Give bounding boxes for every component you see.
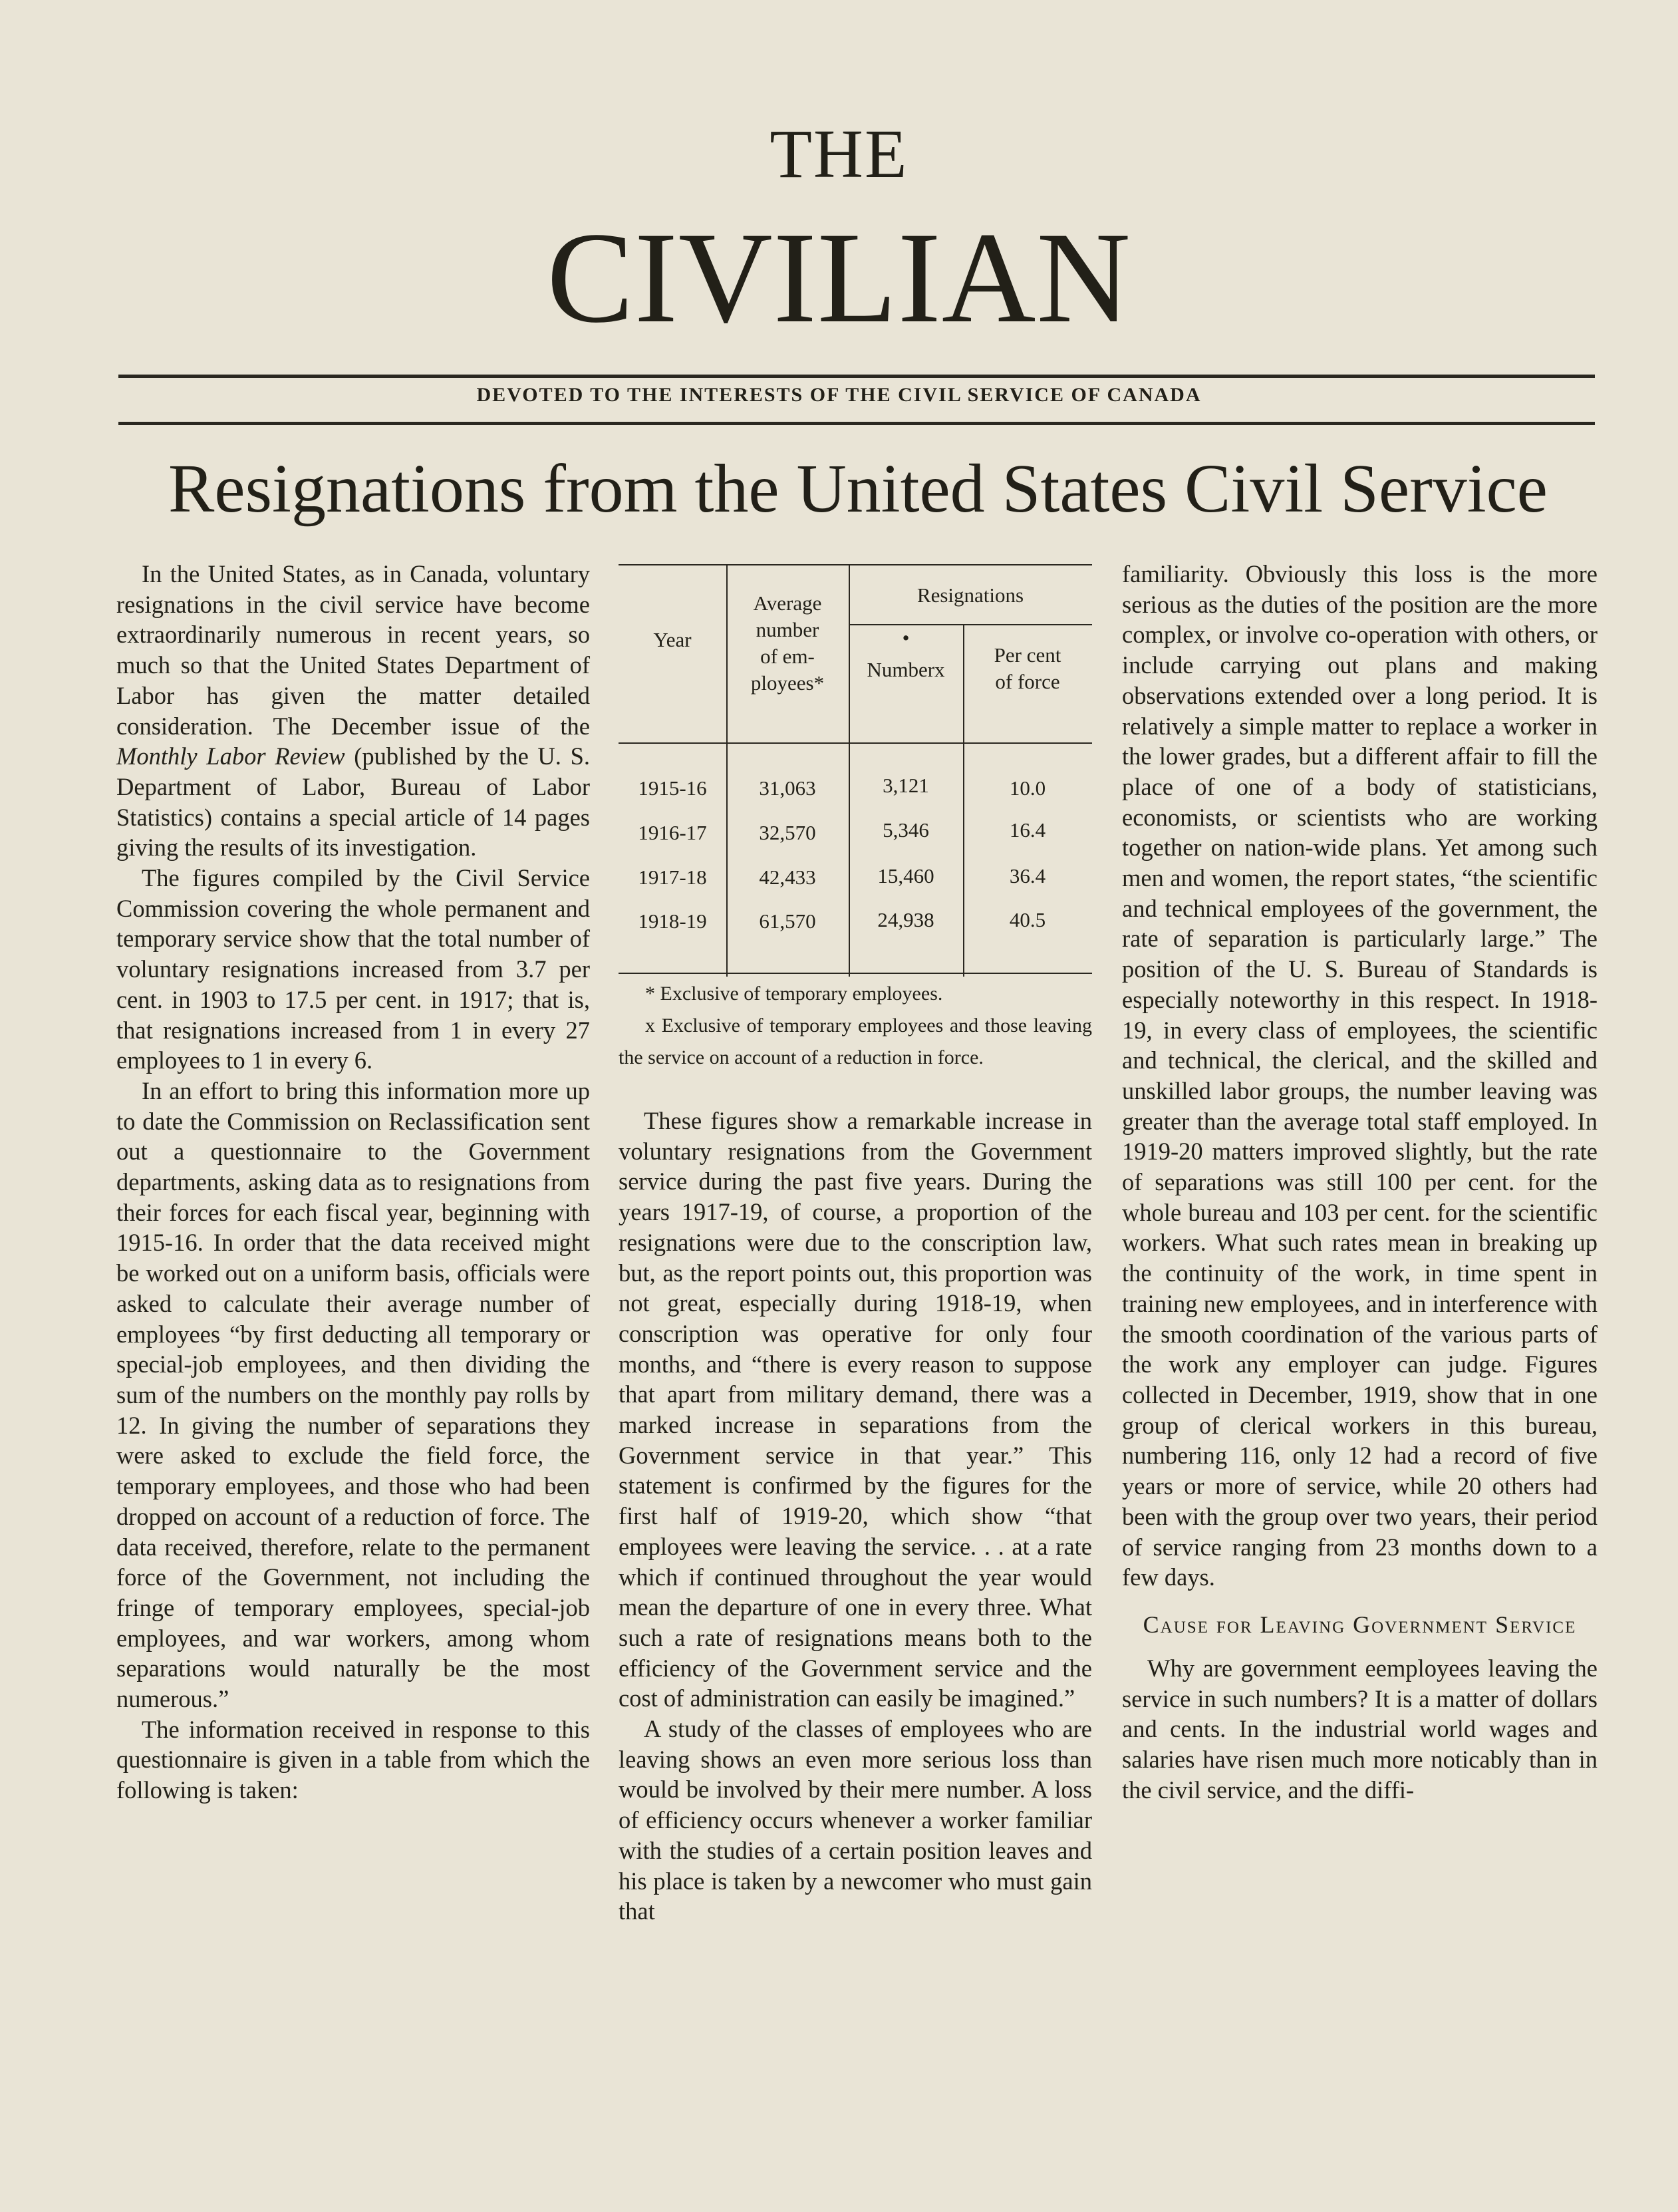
paragraph: These figures show a remarkable increase in voluntary resignations from the Government service during the past five years. During the years 1917-19, of course, a proportion of the resignations were due to the conscription law, but, as the report points out, this proportion was not great, especially during 1918-19, when conscription was operative for only four months, and “there is every reason to suppose that apart from military demand, there was a marked increase in separations from the Government service in that year.” This statement is confirmed by the figures for the first half of 1919-20, which show “that employees were leaving the service. . . at a rate which if continued throughout the year would mean the departure of one in every three. What such a rate of resignations means both to the efficiency of the Government service and the cost of administration can easily be imagined.” xyxy=(619,1107,1092,1712)
header-average-4: ployees* xyxy=(750,671,825,695)
masthead-the: THE xyxy=(769,116,909,192)
column-3 xyxy=(1122,559,1598,1805)
paragraph: Why are government eemployees leaving the service in such numbers? It is a matter of dollars and cents. In the industrial world wages and salaries have risen much more noticably than in the civil service, and the diffi- xyxy=(1122,1654,1598,1804)
cell-average: 42,433 xyxy=(759,866,816,889)
cell-year: 1917-18 xyxy=(638,866,707,889)
header-resignations: Resignations xyxy=(916,583,1024,607)
cell-number: 15,460 xyxy=(877,864,934,887)
cell-average: 31,063 xyxy=(759,776,816,800)
paragraph: The information received in response to this questionnaire is given in a table from which the following is taken: xyxy=(116,1715,590,1804)
paragraph: A study of the classes of employees who are leaving shows an even more serious loss than would be involved by their mere number. A loss of efficiency occurs whenever a worker familiar with the studies of a certain position leaves and his place is taken by a newcomer who must gain that xyxy=(619,1715,1092,1925)
article-headline: Resignations from the United States Civil Service xyxy=(168,450,1548,527)
cell-year: 1915-16 xyxy=(638,776,707,800)
column-2 xyxy=(619,1106,1092,1927)
cell-number: 5,346 xyxy=(883,818,929,842)
masthead-rule-bottom xyxy=(118,422,1595,425)
cell-percent: 36.4 xyxy=(1009,864,1046,887)
masthead-tagline: DEVOTED TO THE INTERESTS OF THE CIVIL SERVICE OF CANADA xyxy=(476,384,1202,406)
footnote: x Exclusive of temporary employees and those leaving the service on account of a reduction in force. xyxy=(619,1015,1092,1068)
header-average-3: of em- xyxy=(760,645,815,668)
paragraph: In the United States, as in Canada, voluntary resignations in the civil service have become extraordinarily numerous in recent years, so much so that the United States Department of Labor has given the matter detailed consideration. The December issue of the Monthly Labor Review (published by the U. S. Department of Labor, Bureau of Labor Statistics) contains a special article of 14 pages giving the results of its investigation. xyxy=(116,560,591,862)
table-footnotes xyxy=(619,978,1092,1074)
column-1 xyxy=(116,559,590,1806)
paragraph: In an effort to bring this information more up to date the Commission on Reclassification sent out a questionnaire to the Government departments, asking data as to resignations from their forces for each fiscal year, beginning with 1915-16. In order that the data received might be worked out on a uniform basis, officials were asked to calculate their average number of employees “by first deducting all temporary or special-job employees, and then dividing the sum of the numbers on the monthly pay rolls by 12. In giving the number of separations they were asked to exclude the field force, the temporary employees, and those who had been dropped on account of a reduction of force. The data received, therefore, relate to the permanent force of the Government, not including the fringe of temporary employees, special-job employees, and war workers, among whom separations would naturally be the most numerous.” xyxy=(116,1076,590,1713)
publication-title: Monthly Labor Review xyxy=(116,742,345,770)
cell-percent: 10.0 xyxy=(1009,776,1046,800)
cell-year: 1916-17 xyxy=(638,821,707,844)
masthead-title: CIVILIAN xyxy=(547,206,1131,350)
paragraph: The figures compiled by the Civil Service Commission covering the whole permanent and temporary service show that the total number of voluntary resignations increased from 3.7 per cent. in 1903 to 17.5 per cent. in 1917; that is, that resignations increased from 1 in every 27 employees to 1 in every 6. xyxy=(116,864,590,1074)
header-percent-2: of force xyxy=(995,670,1060,693)
masthead-rule-top xyxy=(118,375,1595,378)
paragraph: familiarity. Obviously this loss is the more serious as the duties of the position are the more complex, or involve co-operation with others, or include carrying out plans and making observations extended over a long period. It is relatively a simple matter to replace a worker in the lower grades, but a different affair to fill the place of one of a body of statisticians, economists, or scientists who are working together on nation-wide plans. Yet among such men and women, the report states, “the scientific and technical employees of the government, the rate of separation is particularly large.” The position of the U. S. Bureau of Standards is especially noteworthy in this respect. In 1918-19, in every class of employees, the scientific and technical, the clerical, and the skilled and unskilled labor groups, the number leaving was greater than the average total staff employed. In 1919-20 matters improved slightly, but the rate of separations was still 100 per cent. for the whole bureau and 103 per cent. for the scientific workers. What such rates mean in breaking up the continuity of the work, in time spent in training new employees, and in interference with the smooth coordination of the various parts of the work any employer can judge. Figures collected in December, 1919, show that in one group of clerical workers in this bureau, numbering 116, only 12 had a record of five years or more of service, while 20 others had been with the group over two years, their period of service ranging from 23 months down to a few days. xyxy=(1122,560,1598,1591)
header-year: Year xyxy=(653,628,692,651)
header-dot: • xyxy=(902,626,910,649)
cell-average: 32,570 xyxy=(759,821,816,844)
header-average-2: number xyxy=(756,618,819,641)
header-percent-1: Per cent xyxy=(994,643,1061,667)
cell-percent: 40.5 xyxy=(1009,908,1046,931)
header-number: Numberx xyxy=(867,658,945,681)
cell-year: 1918-19 xyxy=(638,909,707,933)
cell-percent: 16.4 xyxy=(1009,818,1046,842)
cell-average: 61,570 xyxy=(759,909,816,933)
cell-number: 3,121 xyxy=(883,774,929,797)
section-subhead: Cause for Leaving Government Service xyxy=(1143,1611,1577,1638)
header-average-1: Average xyxy=(753,591,822,615)
cell-number: 24,938 xyxy=(877,908,934,931)
footnote: * Exclusive of temporary employees. xyxy=(645,983,943,1005)
